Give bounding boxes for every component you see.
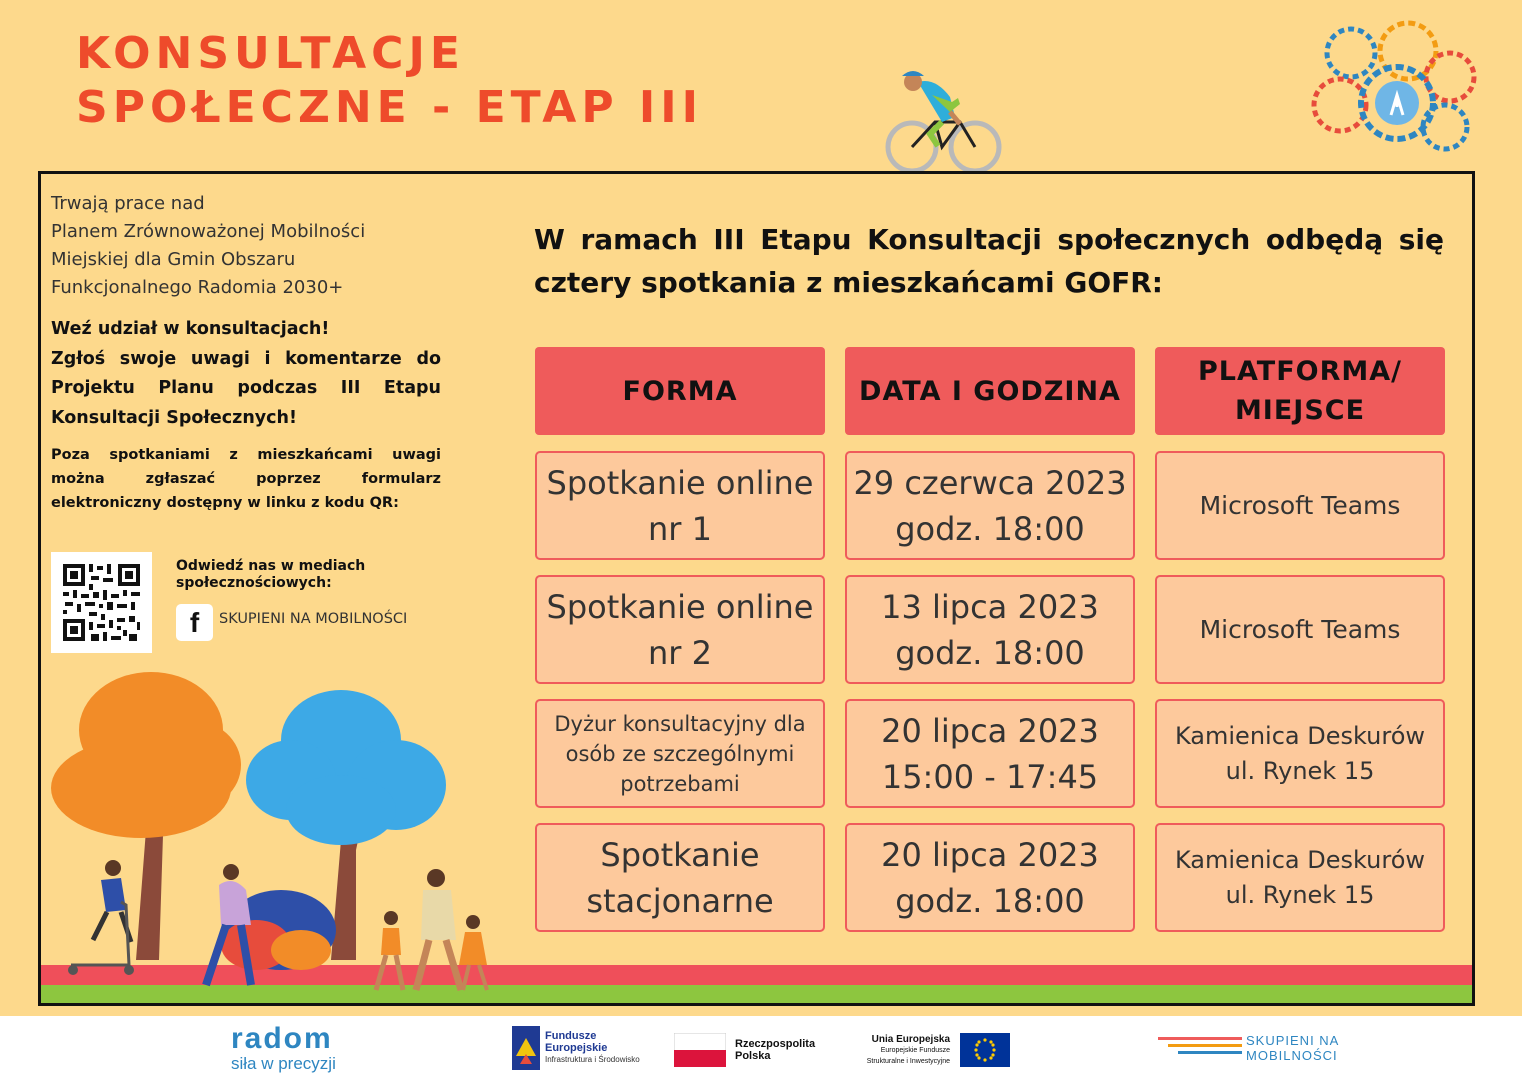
facebook-link[interactable]: SKUPIENI NA MOBILNOŚCI bbox=[219, 611, 408, 627]
date-line: 20 lipca 2023 bbox=[881, 711, 1099, 750]
sk-line1: SKUPIENI NA bbox=[1246, 1033, 1340, 1048]
ue-line1: Unia Europejska bbox=[871, 1034, 950, 1045]
skupieni-logo-icon bbox=[1158, 1035, 1242, 1057]
place-line: Microsoft Teams bbox=[1199, 491, 1401, 520]
time-line: godz. 18:00 bbox=[895, 509, 1085, 548]
callout-text bbox=[51, 315, 441, 433]
qr-code[interactable] bbox=[51, 552, 152, 653]
table-cell-data bbox=[845, 451, 1135, 560]
time-line: godz. 18:00 bbox=[895, 881, 1085, 920]
ue-line2: Europejskie Fundusze bbox=[880, 1047, 950, 1054]
fundusze-europejskie-icon bbox=[512, 1026, 540, 1070]
table-header-forma: FORMA bbox=[535, 347, 825, 435]
headline: W ramach III Etapu Konsultacji społecznych odbędą się cztery spotkania z mieszkańcami GOFR: bbox=[534, 223, 1444, 299]
rp-line1: Rzeczpospolita bbox=[735, 1038, 816, 1050]
intro-line: Funkcjonalnego Radomia 2030+ bbox=[51, 277, 344, 298]
facebook-icon[interactable]: f bbox=[176, 604, 213, 641]
sk-line2: MOBILNOŚCI bbox=[1246, 1048, 1338, 1063]
footer bbox=[0, 1016, 1522, 1080]
fe-line1: Fundusze bbox=[545, 1030, 597, 1042]
social-heading: Odwiedź nas w mediach społecznościowych: bbox=[176, 558, 366, 591]
radom-logo: radom bbox=[231, 1022, 333, 1055]
form-note: Poza spotkaniami z mieszkańcami uwagi można zgłaszać poprzez formularz elektroniczny dostępny w linku z kodu QR: bbox=[51, 447, 441, 511]
rp-line2: Polska bbox=[735, 1050, 771, 1062]
date-line: 20 lipca 2023 bbox=[881, 835, 1099, 874]
cyclist-illustration bbox=[880, 62, 1005, 174]
polish-flag-icon bbox=[674, 1033, 726, 1067]
ue-line3: Strukturalne i Inwestycyjne bbox=[866, 1058, 950, 1065]
table-cell-forma: Spotkanie online nr 1 bbox=[535, 451, 825, 560]
radom-tagline: siła w precyzji bbox=[231, 1054, 336, 1073]
place-line2: ul. Rynek 15 bbox=[1225, 880, 1375, 909]
intro-line: Trwają prace nad bbox=[51, 193, 205, 214]
intro-line: Planem Zrównoważonej Mobilności bbox=[51, 221, 366, 242]
place-line: Kamienica Deskurów bbox=[1174, 845, 1426, 874]
table-cell-miejsce bbox=[1155, 451, 1445, 560]
intro-text bbox=[51, 190, 451, 302]
place-line: Microsoft Teams bbox=[1199, 615, 1401, 644]
fe-line3: Infrastruktura i Środowisko bbox=[545, 1055, 640, 1064]
time-line: 15:00 - 17:45 bbox=[881, 757, 1099, 796]
callout-line1: Weź udział w konsultacjach! bbox=[51, 319, 330, 339]
page-title-line1: KONSULTACJE bbox=[76, 28, 465, 79]
place-line2: ul. Rynek 15 bbox=[1225, 756, 1375, 785]
table-cell-forma: Dyżur konsultacyjny dla osób ze szczególnymi potrzebami bbox=[535, 699, 825, 808]
fe-line2: Europejskie bbox=[545, 1042, 608, 1054]
date-line: 13 lipca 2023 bbox=[881, 587, 1099, 626]
table-header-data: DATA I GODZINA bbox=[845, 347, 1135, 435]
eu-flag-icon bbox=[960, 1033, 1010, 1067]
callout-line2: Zgłoś swoje uwagi i komentarze do Projektu Planu podczas III Etapu Konsultacji Społecznych! bbox=[51, 348, 441, 428]
table-header-miejsce: PLATFORMA/ MIEJSCE bbox=[1155, 347, 1445, 435]
page-title-line2: SPOŁECZNE - ETAP III bbox=[76, 82, 704, 133]
place-line: Kamienica Deskurów bbox=[1174, 721, 1426, 750]
park-illustration bbox=[41, 660, 1472, 1003]
date-line: 29 czerwca 2023 bbox=[853, 463, 1127, 502]
table-cell-forma: Spotkanie stacjonarne bbox=[535, 823, 825, 932]
gears-mobility-icon bbox=[1305, 15, 1483, 157]
intro-line: Miejskiej dla Gmin Obszaru bbox=[51, 249, 296, 270]
time-line: godz. 18:00 bbox=[895, 633, 1085, 672]
table-cell-forma: Spotkanie online nr 2 bbox=[535, 575, 825, 684]
